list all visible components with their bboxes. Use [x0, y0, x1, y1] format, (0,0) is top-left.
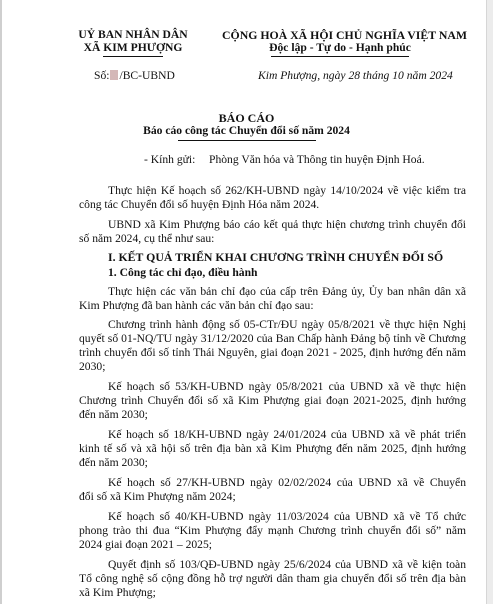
report-subtitle: Báo cáo công tác Chuyển đổi số năm 2024 — [143, 124, 350, 137]
commune-name: XÃ KIM PHƯỢNG — [83, 41, 183, 54]
intro-paragraph-1: Thực hiện Kế hoạch số 262/KH-UBND ngày 14/10/2024 về việc kiểm tra — [108, 184, 466, 197]
list-item: Kế hoạch số 27/KH-UBND ngày 02/02/2024 của UBND xã về Chuyển — [108, 476, 466, 489]
handwritten-number-mark — [110, 70, 118, 80]
directive-intro: Thực hiện các văn bản chỉ đạo của cấp trên Đảng ủy, Ủy ban nhân dân xã — [108, 285, 466, 298]
list-item-line: phong trào thi đua “Kim Phượng đẩy mạnh Chương trình chuyển đổi số” năm — [79, 524, 466, 537]
recipient-name: Phòng Văn hóa và Thông tin huyện Định Hoá. — [209, 153, 425, 166]
subsection-heading: 1. Công tác chỉ đạo, điều hành — [108, 266, 258, 279]
list-item: Quyết định số 103/QĐ-UBND ngày 25/6/2024 của UBND xã về kiện toàn — [108, 558, 466, 571]
intro-paragraph-2-cont: số năm 2024, cụ thể như sau: — [79, 232, 215, 245]
intro-paragraph-1-cont: công tác Chuyển đổi số huyện Định Hóa năm 2024. — [79, 198, 320, 211]
nation-motto: Độc lập - Tự do - Hạnh phúc — [269, 41, 411, 54]
agency-underline — [103, 56, 163, 57]
list-item-line: quyết số 01-NQ/TU ngày 31/12/2020 của Ban Chấp hành Đảng bộ tỉnh về Chương — [79, 332, 466, 345]
list-item-line: kinh tế số và xã hội số trên địa bàn xã Kim Phượng đến năm 2025, định hướng — [79, 442, 466, 455]
document-number: Số: /BC-UBND — [94, 69, 175, 82]
viewer-scrollbar[interactable] — [486, 0, 493, 604]
list-item-line: trình chuyển đổi số tỉnh Thái Nguyên, giai đoạn 2021 - 2025, định hướng đến năm — [79, 346, 466, 359]
list-item-line: đến năm 2030; — [79, 456, 148, 469]
motto-underline — [271, 56, 409, 57]
list-item-line: đổi số xã Kim Phượng năm 2024; — [79, 490, 236, 503]
intro-paragraph-2: UBND xã Kim Phượng báo cáo kết quả thực hiện chương trình chuyển đổi — [108, 218, 466, 231]
list-item-line: xã Kim Phượng; — [79, 586, 156, 599]
nation-name: CỘNG HOÀ XÃ HỘI CHỦ NGHĨA VIỆT NAM — [222, 28, 468, 42]
list-item-line: 2030; — [79, 360, 106, 373]
directive-intro-cont: Kim Phượng đã ban hành các văn bản chỉ đạo sau: — [79, 299, 314, 312]
list-item-line: Chương trình Chuyển đổi số xã Kim Phượng giai đoạn 2021-2025, định hướng — [79, 394, 466, 407]
page-left-edge — [0, 0, 2, 604]
list-item-line: Tổ công nghệ số cộng đồng hỗ trợ người dân tham gia chuyển đổi số trên địa bàn — [79, 572, 466, 585]
list-item: Kế hoạch số 18/KH-UBND ngày 24/01/2024 của UBND xã về phát triển — [108, 428, 466, 441]
place-date: Kim Phượng, ngày 28 tháng 10 năm 2024 — [258, 69, 453, 82]
subtitle-underline — [178, 140, 316, 141]
list-item: Kế hoạch số 53/KH-UBND ngày 05/8/2021 của UBND xã về thực hiện — [108, 380, 466, 393]
section-heading: I. KẾT QUẢ TRIỂN KHAI CHƯƠNG TRÌNH CHUYỂN ĐỔI SỐ — [108, 250, 444, 264]
agency-name: UỶ BAN NHÂN DÂN — [78, 28, 188, 41]
list-item: Chương trình hành động số 05-CTr/ĐU ngày 05/8/2021 về thực hiện Nghị — [108, 318, 466, 331]
list-item-line: 2024 giai đoạn 2021 – 2025; — [79, 538, 212, 551]
list-item-line: đến năm 2030; — [79, 408, 148, 421]
recipient-prefix: - Kính gửi: — [144, 153, 196, 166]
list-item: Kế hoạch số 40/KH-UBND ngày 11/03/2024 của UBND xã về Tổ chức — [108, 510, 466, 523]
report-title: BÁO CÁO — [218, 111, 275, 125]
